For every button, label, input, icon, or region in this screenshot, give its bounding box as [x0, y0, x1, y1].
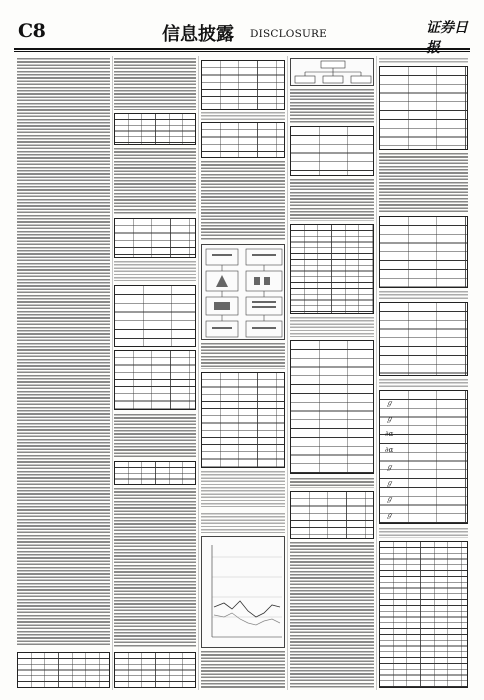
data-table [379, 216, 468, 288]
data-table [114, 461, 196, 485]
data-table [201, 372, 285, 468]
header-rule-thick [14, 48, 470, 50]
article-text-block [114, 488, 196, 648]
data-table [201, 60, 285, 110]
signature-image: ∂ɑ [385, 446, 394, 454]
article-text-block [290, 89, 374, 123]
data-table [114, 350, 196, 410]
data-table [114, 285, 196, 347]
signature-image: ℊ [386, 495, 393, 503]
article-text-block [114, 414, 196, 458]
section-title-en: DISCLOSURE [250, 28, 327, 40]
signature-image: ℊ [386, 399, 393, 407]
signature-image: ℊ [386, 415, 393, 423]
data-table [379, 302, 468, 376]
signature-image: ℊ [386, 463, 393, 471]
article-text-block [379, 291, 468, 299]
signature-image: ℊ [386, 479, 393, 487]
page-number: C8 [18, 20, 46, 42]
column-divider [112, 56, 113, 690]
structure-diagram [201, 244, 285, 340]
section-title-cn: 信息披露 [162, 24, 234, 45]
article-text-block [114, 148, 196, 214]
article-text-block [201, 343, 285, 369]
header-rule-thin [14, 51, 470, 52]
article-text-block [290, 542, 374, 688]
article-text-block [201, 471, 285, 507]
page-header [14, 18, 470, 56]
column-divider [376, 56, 377, 690]
article-text-block [201, 112, 285, 120]
article-text-block [114, 58, 196, 110]
article-text-block [379, 528, 468, 538]
article-text-block [290, 317, 374, 337]
article-text-block [290, 179, 374, 221]
data-table [114, 652, 196, 688]
article-text-block [290, 478, 374, 488]
data-table [114, 218, 196, 258]
article-text-block [379, 379, 468, 387]
data-table [379, 541, 468, 688]
org-chart [290, 58, 374, 86]
line-chart-figure [201, 536, 285, 648]
article-text-block [379, 153, 468, 213]
signature-image: ∂ɑ [385, 430, 394, 438]
article-text-block [379, 58, 468, 64]
org-chart-graphic [291, 59, 375, 87]
data-table [290, 224, 374, 314]
data-table [17, 652, 110, 688]
article-text-block [201, 513, 285, 533]
line-chart-graphic [202, 537, 286, 649]
data-table [114, 113, 196, 145]
data-table [201, 122, 285, 158]
masthead-logo: 证券日报 [426, 20, 468, 56]
article-text-block [17, 58, 110, 646]
data-table [290, 340, 374, 474]
article-text-block [114, 261, 196, 281]
article-text-block [201, 161, 285, 241]
data-table [290, 491, 374, 539]
data-table [290, 126, 374, 176]
data-table [379, 66, 468, 150]
structure-diagram-graphic [202, 245, 286, 341]
column-divider [287, 56, 288, 690]
article-text-block [201, 651, 285, 688]
signature-image: ℊ [386, 511, 393, 519]
column-divider [198, 56, 199, 690]
